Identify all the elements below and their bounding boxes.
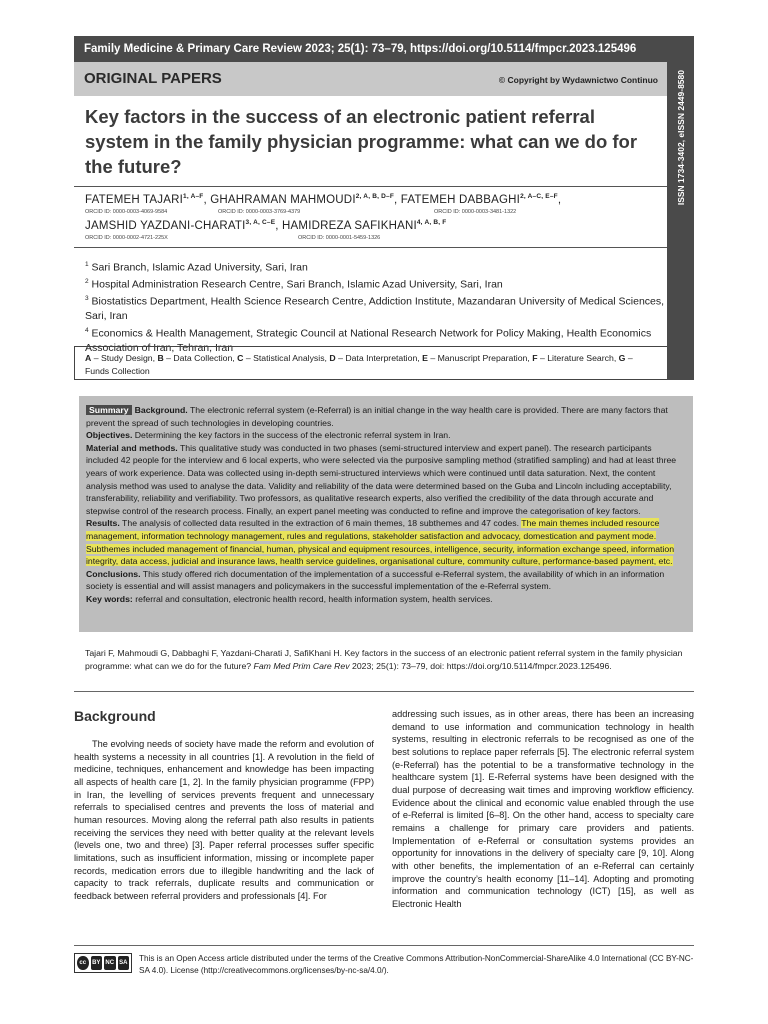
summary-label: Results. xyxy=(86,518,120,529)
author-sup: 1, A–F xyxy=(183,193,204,200)
contributions-box xyxy=(74,346,667,380)
body-column-left xyxy=(74,738,374,903)
contrib-value: – Study Design, xyxy=(91,353,158,363)
affiliation-number: 1 xyxy=(85,261,89,268)
sa-icon: SA xyxy=(118,956,130,970)
contrib-key: F xyxy=(532,353,538,363)
summary-label: Background. xyxy=(134,405,188,415)
citation-divider xyxy=(74,691,694,692)
affiliation-number: 3 xyxy=(85,295,89,302)
contrib-value: – Statistical Analysis, xyxy=(243,353,330,363)
citation-journal: Fam Med Prim Care Rev xyxy=(253,660,350,671)
author-name: , HAMIDREZA SAFIKHANI xyxy=(275,219,417,232)
summary-text: The analysis of collected data resulted in the extraction of 6 main themes, 18 subthemes and 47 codes. xyxy=(119,518,522,529)
author-name: JAMSHID YAZDANI-CHARATI xyxy=(85,219,246,232)
footer-divider xyxy=(74,945,694,946)
summary-background xyxy=(86,404,686,429)
body-paragraph: addressing such issues, as in other areas, there has been an increasing demand to use information and communication technology in health systems, resulting in electronic referrals to be recognised as one of the best solutions to replace paper referrals [5]. The electronic referral system (e-Referral) has the potential to be a transformative technology in the healthcare system [1]. E-Referral systems have been designed with the dual purpose of decreasing wait times and improving workflow efficiency. Evidence about the clinical and economic value enabled through the use of e-Referral is limited [6–8]. On the other hand, access to specialty care remains a challenge for primary care providers and patients. Implementation of e-Referral or consultation systems provides an opportunity for innovations in the delivery of specialty care [9, 10]. Along with other benefits, the implementation of an e-Referral can certainly improve the country’s health economy [11–14]. Adopting and promoting information and communication technology (ICT) [15], as well as Electronic Health xyxy=(392,709,694,909)
affiliation-item xyxy=(85,292,665,324)
summary-text: Determining the key factors in the success of the electronic referral system in Iran. xyxy=(132,430,451,441)
contrib-value: – Literature Search, xyxy=(537,353,619,363)
summary-keywords xyxy=(86,593,686,606)
summary-label: Conclusions. xyxy=(86,568,141,579)
affiliation-text: Sari Branch, Islamic Azad University, Sari, Iran xyxy=(88,261,308,274)
summary-text: referral and consultation, electronic health record, health information system, health services. xyxy=(132,593,493,604)
summary-text: This study offered rich documentation of the implementation of a successful e-Referral system, the availability of which in an information society is essential and will assist managers and policymakers in the successful implementation of the e-Referral system. xyxy=(86,568,665,592)
citation-text[interactable]: 2023; 25(1): 73–79, doi: https://doi.org/10.5114/fmpcr.2023.125496. xyxy=(349,660,612,671)
issn-vertical-text xyxy=(667,62,694,380)
summary-label: Key words: xyxy=(86,593,133,604)
contrib-value: – Manuscript Preparation, xyxy=(427,353,533,363)
journal-header-bar xyxy=(74,36,694,62)
body-column-right xyxy=(392,708,694,911)
contrib-value: – Funds Collection xyxy=(85,353,633,376)
author-separator: , xyxy=(557,193,562,206)
journal-header-text: Family Medicine & Primary Care Review 2023; 25(1): 73–79, https://doi.org/10.5114/fmpcr.2023.125496 xyxy=(84,43,637,55)
background-heading: Background xyxy=(74,708,156,724)
contrib-key: E xyxy=(422,353,428,363)
by-icon: BY xyxy=(91,956,103,970)
author-name: , FATEMEH DABBAGHI xyxy=(394,193,521,206)
summary-text: This qualitative study was conducted in two phases (semi-structured interview and expert panel). The research participants included 42 people for the interview and 6 local experts, who were selected via the purposive sampling method (stratified sampling) and had at least three years of work experience. Data was collected using in-depth semi-structured interviews which were continued until data saturation. Next, the content analysis method was used to analyse the data. Validity and reliability of the data were determined based on the Guba and Lincoln including acceptability, transferability, reliability and verifiability. Two professors, as qualitative research experts, also verified the credibility of the data through accurate and stepwise control of the research process. Finally, an expert panel meeting was conducted to refine and improve the categorisation of key factors. xyxy=(86,442,677,516)
author-sup: 3, A, C–E xyxy=(245,219,276,226)
affiliation-number: 2 xyxy=(85,278,89,285)
orcid-id[interactable]: ORCID ID: 0000-0003-3769-4379 xyxy=(218,209,301,215)
contrib-value: – Data Collection, xyxy=(163,353,238,363)
orcid-id[interactable]: ORCID ID: 0000-0003-3481-1322 xyxy=(434,209,517,215)
article-title: Key factors in the success of an electronic patient referral system in the family physician programme: what can we do for the future? xyxy=(85,106,638,177)
summary-objectives xyxy=(86,429,686,442)
contrib-value: – Data Interpretation, xyxy=(335,353,423,363)
authors-line-2 xyxy=(85,219,446,232)
affiliation-item xyxy=(85,258,665,275)
author-sup: 4, A, B, F xyxy=(416,219,447,226)
affiliation-number: 4 xyxy=(85,326,89,334)
body-paragraph: The evolving needs of society have made the reform and evolution of health systems a necessity in all countries [1]. A revolution in the field of medicine, techniques, enhancement and knowledge has been impacting all aspects of health care [1, 2]. In the family physician programme (FPP) in Iran, the levelling of services prevents frequent and unnecessary referrals to specialised centres and prevents the loss of material and human resources. Moving along the referral path also results in patients receiving the services they need with better quality at the relevant levels (levels one, two and three) [3]. Paper referral processes suffer specific limitations, such as insufficient information, missing or incomplete paper records, medication errors due to illegible handwriting and the lack of capacity to track referrals, duplicate results and communication or feedback between referral providers and professionals [4]. For xyxy=(74,739,374,901)
citation-block xyxy=(85,647,685,672)
contrib-key: C xyxy=(237,353,244,363)
results-highlight: The main themes included resource management, information technology management, rules and regulations, stakeholder satisfaction and advocacy, domestication and payment mode. Subthemes included management of financial, human, physical and equipment resources, intelligence, security, information exchange speed, information integrity, data access, judicial and insurance laws, health service guidelines, organisational culture, community culture, performance-based payment, etc. xyxy=(86,518,675,567)
authors-line-1 xyxy=(85,193,561,206)
affiliation-text: Hospital Administration Research Centre, Sari Branch, Islamic Azad University, Sari, Iran xyxy=(88,278,503,291)
author-sup: 2, A–C, E–F xyxy=(520,193,558,200)
summary-label: Material and methods. xyxy=(86,442,178,453)
copyright-notice: © Copyright by Wydawnictwo Continuo xyxy=(498,75,658,85)
orcid-id[interactable]: ORCID ID: 0000-0002-4721-225X xyxy=(85,235,168,241)
contrib-key: D xyxy=(329,353,336,363)
contrib-key: G xyxy=(618,353,626,363)
summary-text: The electronic referral system (e-Referral) is an initial change in the way health care is provided. There are many factors that prevent the spread of such technologies in developing countries. xyxy=(86,405,668,428)
authors-divider xyxy=(74,247,667,248)
orcid-id[interactable]: ORCID ID: 0000-0003-4069-9584 xyxy=(85,209,168,215)
orcid-id[interactable]: ORCID ID: 0000-0001-5459-1326 xyxy=(298,235,381,241)
title-divider xyxy=(74,186,667,187)
summary-conclusions xyxy=(86,568,686,593)
affiliation-text: Economics & Health Management, Strategic Council at National Research Network for Policy Making, Health Economics Association of Iran, Tehran, Iran xyxy=(85,327,652,354)
summary-tag: Summary xyxy=(86,405,132,415)
section-label: ORIGINAL PAPERS xyxy=(84,70,222,87)
issn-text: ISSN 1734-3402, eISSN 2449-8580 xyxy=(675,70,686,206)
citation-text: Tajari F, Mahmoudi G, Dabbaghi F, Yazdani-Charati J, SafiKhani H. Key factors in the success of an electronic patient referral system in the family physician programme: what can we do for the future? xyxy=(85,648,683,671)
affiliation-item xyxy=(85,275,665,292)
cc-icon: cc xyxy=(77,956,89,970)
license-text[interactable]: This is an Open Access article distributed under the terms of the Creative Commons Attribution-NonCommercial-ShareAlike 4.0 International (CC BY-NC-SA 4.0). License (http://creativecommons.org/licenses/by-nc-sa/4.0/). xyxy=(139,954,694,975)
summary-label: Objectives. xyxy=(86,430,133,441)
author-name: , GHAHRAMAN MAHMOUDI xyxy=(203,193,356,206)
author-sup: 2, A, B, D–F xyxy=(355,193,394,200)
summary-box xyxy=(79,396,693,632)
summary-results xyxy=(86,517,686,567)
contrib-key: B xyxy=(157,353,164,363)
affiliations xyxy=(85,258,665,355)
summary-methods xyxy=(86,442,686,518)
affiliation-text: Biostatistics Department, Health Science Research Centre, Addiction Institute, Mazandaran University of Medical Sciences, Sari, Iran xyxy=(85,295,665,322)
contrib-key: A xyxy=(85,353,92,363)
cc-license-badge[interactable] xyxy=(74,953,132,973)
nc-icon: NC xyxy=(104,956,116,970)
author-name: FATEMEH TAJARI xyxy=(85,193,184,206)
